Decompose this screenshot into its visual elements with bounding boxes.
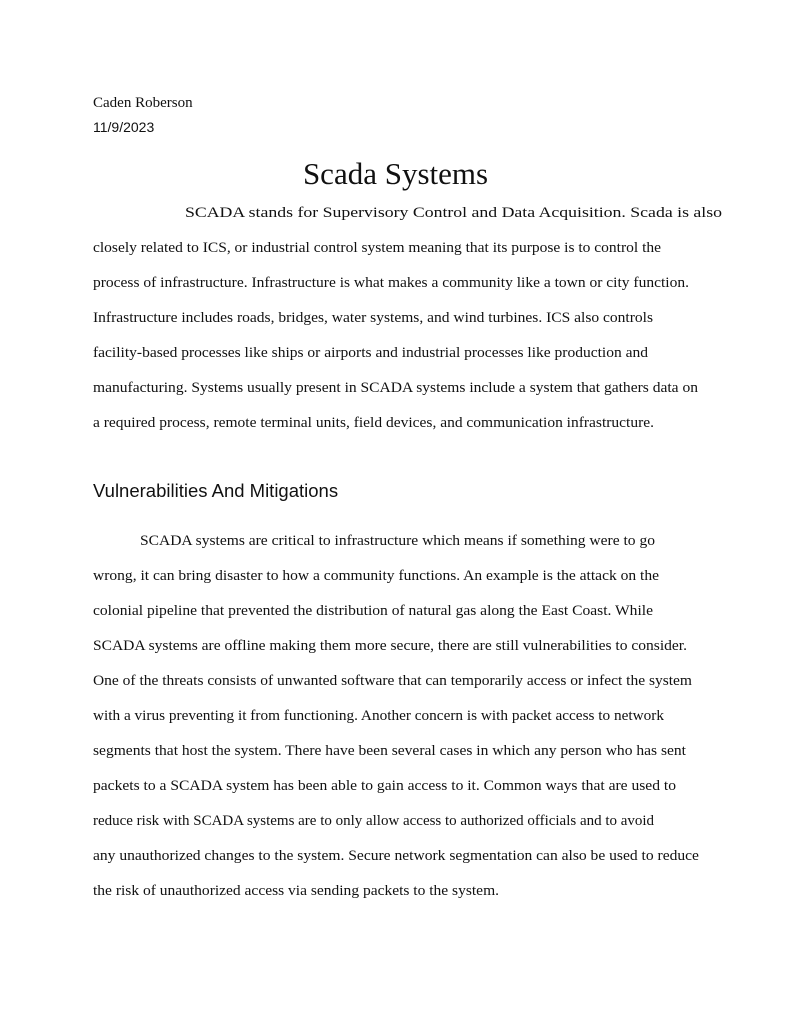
page-title: Scada Systems: [302, 156, 489, 191]
author-name: Caden Roberson: [93, 95, 193, 111]
document-page: Caden Roberson 11/9/2023 Scada Systems SCADA stands for Supervisory Control and Data Acquisition. Scada is also closely related to ICS, or industrial control system meaning that its purpose is to control the process of infrastructure. Infrastructure is what makes a community like a town or city function. Infrastructure includes roads, bridges, water systems, and wind turbines. ICS also controls facility-based processes like ships or airports and industrial processes like production and manufacturing. Systems usually present in SCADA systems include a system that gathers data on a required process, remote terminal units, field devices, and communication infrastructure. Vulnerabilities And Mitigations SCADA systems are critical to infrastructure which means if something were to go wrong, it can bring disaster to how a community functions. An example is the attack on the colonial pipeline that prevented the distribution of natural gas along the East Coast. While SCADA systems are offline making them more secure, there are still vulnerabilities to consider. One of the threats consists of unwanted software that can temporarily access or infect the system with a virus preventing it from functioning. Another concern is with packet access to network segments that host the system. There have been several cases in which any person who has sent packets to a SCADA system has been able to gain access to it. Common ways that are used to reduce risk with SCADA systems are to only allow access to authorized officials and to avoid any unauthorized changes to the system. Secure network segmentation can also be used to reduce the risk of unauthorized access via sending packets to the system.: [0, 0, 791, 1024]
section-heading: Vulnerabilities And Mitigations: [93, 480, 339, 501]
document-date: 11/9/2023: [93, 119, 155, 135]
